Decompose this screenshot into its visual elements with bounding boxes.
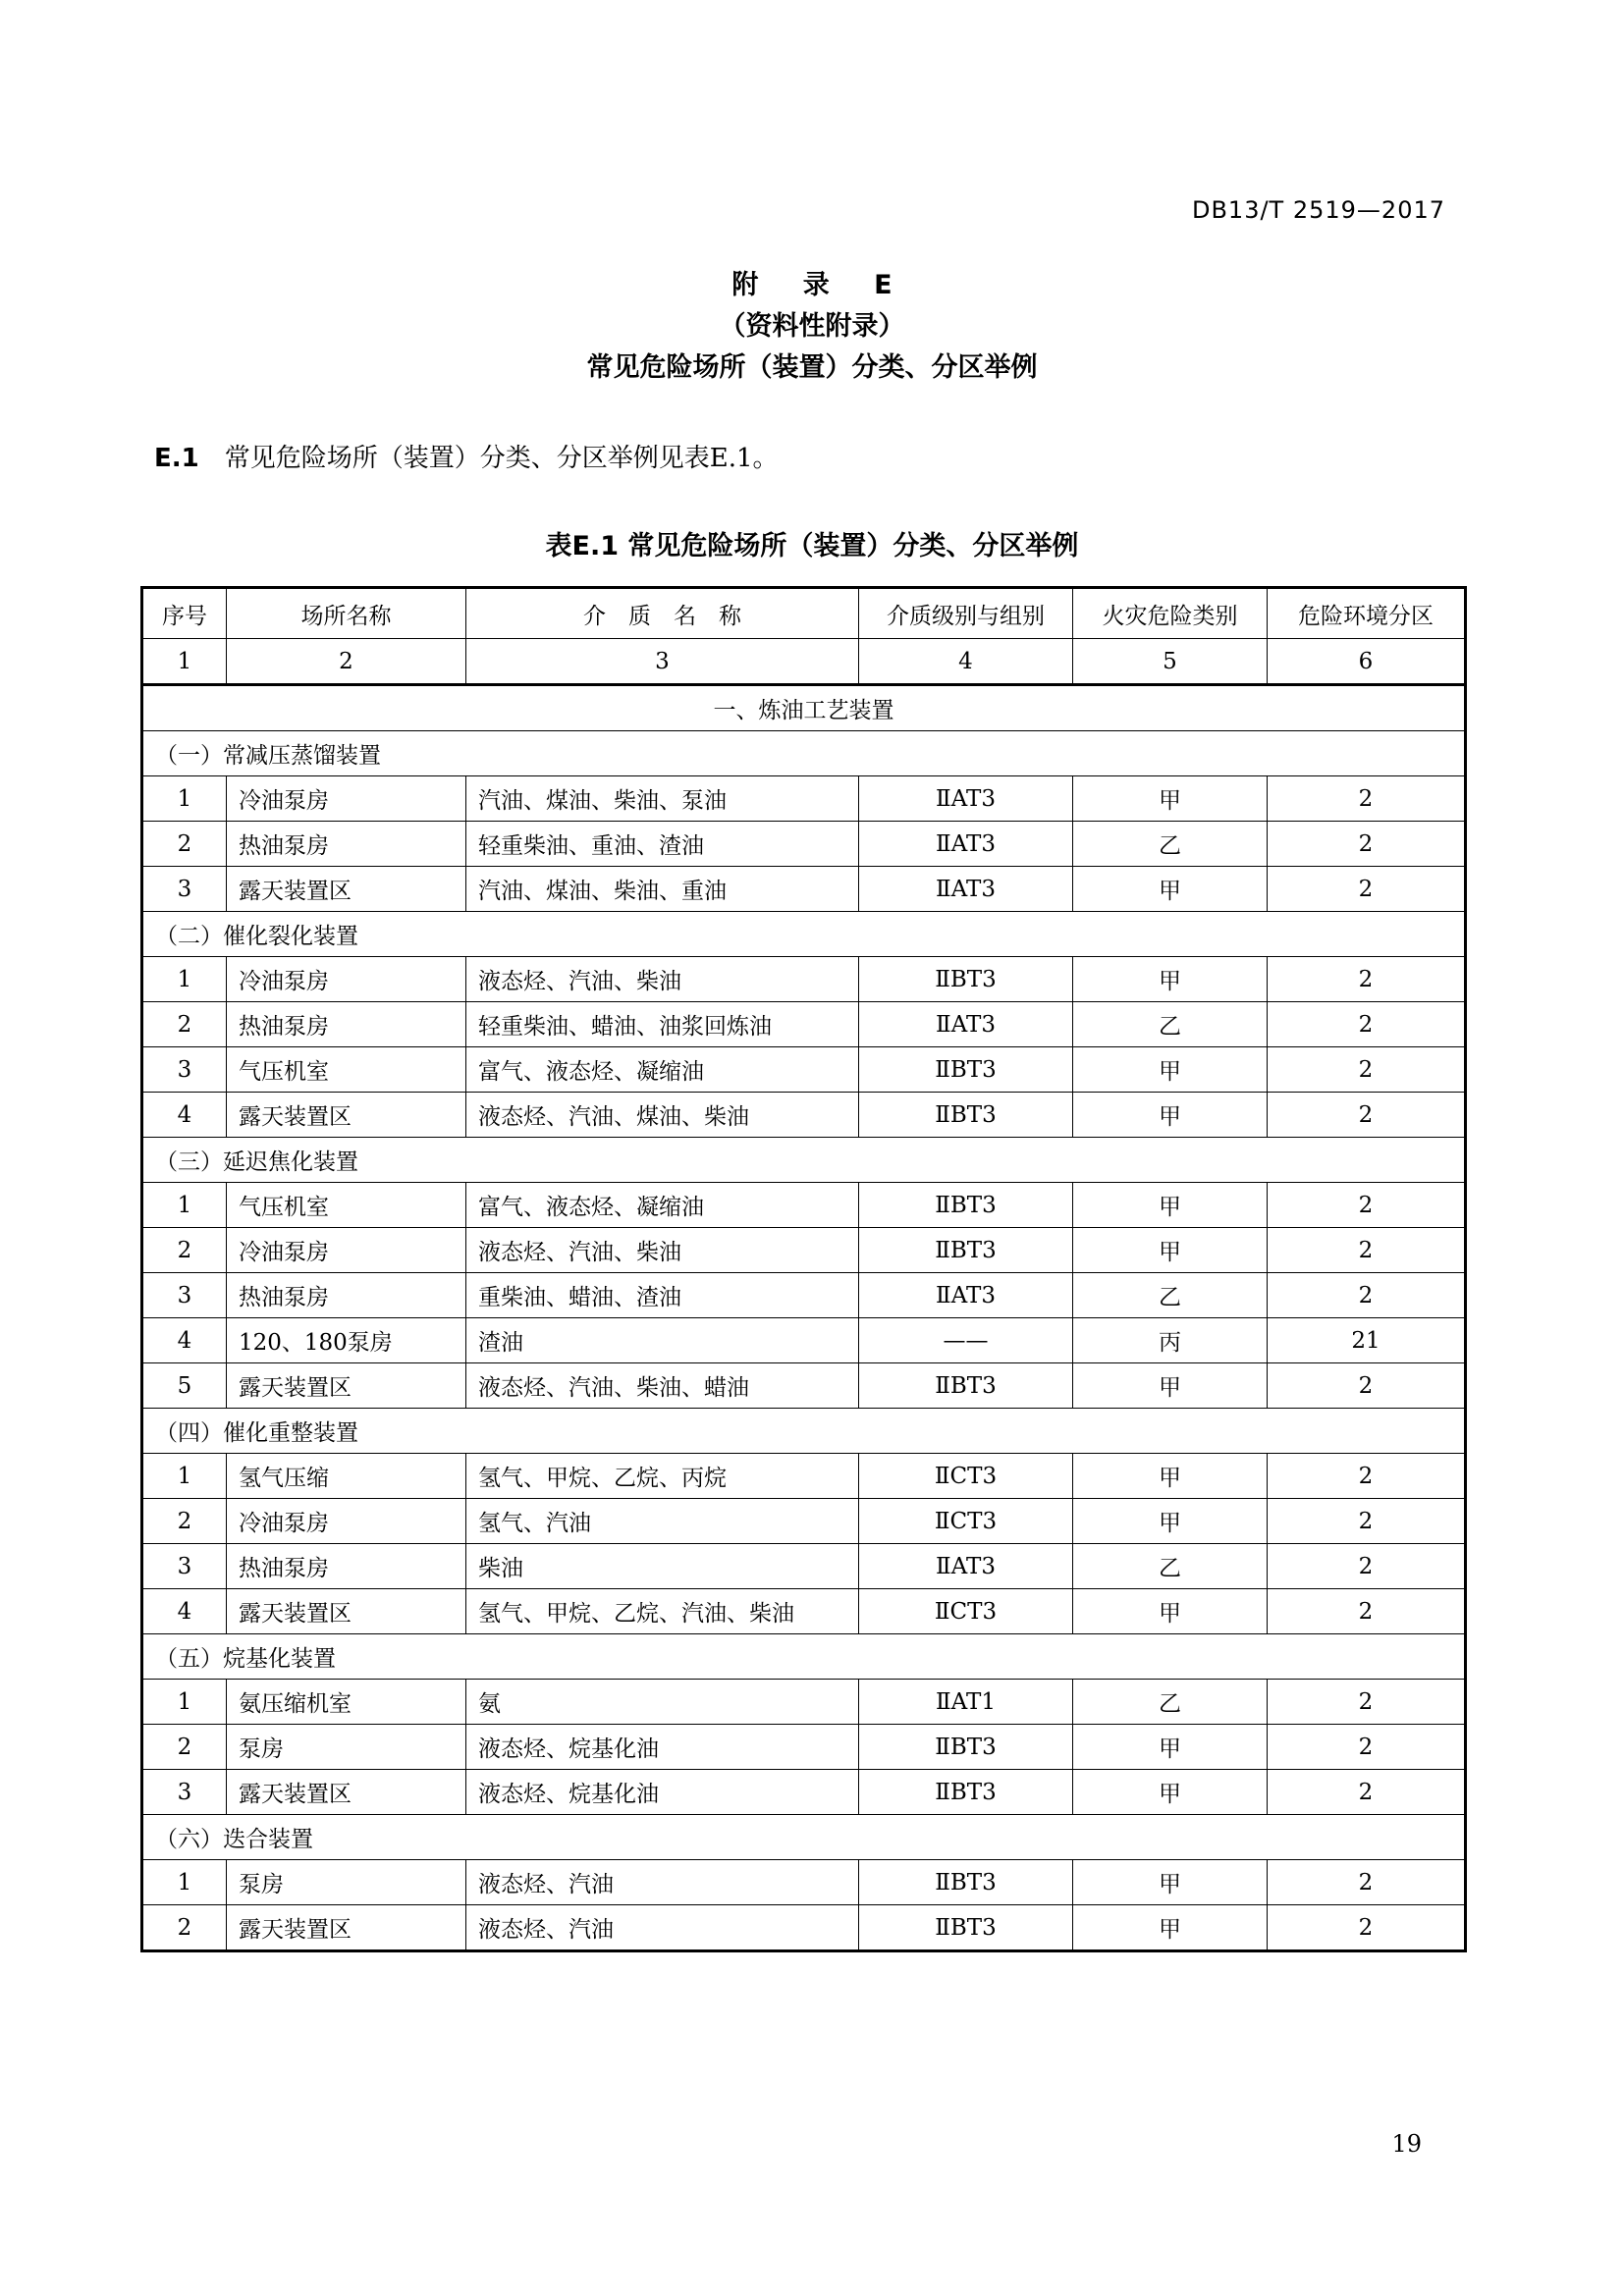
medium-grade: ⅡAT3: [859, 822, 1073, 867]
row-index: 1: [142, 1454, 227, 1499]
medium-name: 汽油、煤油、柴油、泵油: [466, 776, 859, 822]
hazard-zone: 2: [1268, 1363, 1466, 1409]
hazard-zone: 2: [1268, 1228, 1466, 1273]
medium-grade: ⅡCT3: [859, 1589, 1073, 1634]
table-row: [142, 1680, 1466, 1725]
hazard-zone: 2: [1268, 867, 1466, 912]
table-row: [142, 1589, 1466, 1634]
medium-name: 富气、液态烃、凝缩油: [466, 1183, 859, 1228]
section-title: （六）迭合装置: [142, 1815, 1466, 1860]
category-row: [142, 685, 1466, 731]
medium-name: 轻重柴油、重油、渣油: [466, 822, 859, 867]
table-row: [142, 822, 1466, 867]
hazard-zone: 2: [1268, 1273, 1466, 1318]
place-name: 露天装置区: [227, 867, 466, 912]
medium-name: 轻重柴油、蜡油、油浆回炼油: [466, 1002, 859, 1047]
medium-grade: ⅡBT3: [859, 1725, 1073, 1770]
fire-hazard-class: 甲: [1073, 1183, 1268, 1228]
place-name: 冷油泵房: [227, 776, 466, 822]
table-row: [142, 1499, 1466, 1544]
hazard-zone: 2: [1268, 1860, 1466, 1905]
medium-grade: ⅡAT3: [859, 1544, 1073, 1589]
row-index: 1: [142, 1680, 227, 1725]
table-row: [142, 1860, 1466, 1905]
row-index: 4: [142, 1093, 227, 1138]
fire-hazard-class: 乙: [1073, 1002, 1268, 1047]
row-index: 3: [142, 1273, 227, 1318]
table-row: [142, 867, 1466, 912]
table-row: [142, 1363, 1466, 1409]
medium-grade: ⅡBT3: [859, 1228, 1073, 1273]
row-index: 3: [142, 1544, 227, 1589]
hazard-zone: 2: [1268, 1544, 1466, 1589]
medium-grade: ⅡBT3: [859, 1770, 1073, 1815]
medium-grade: ⅡBT3: [859, 1093, 1073, 1138]
table-row: [142, 1454, 1466, 1499]
section-row: [142, 1634, 1466, 1680]
medium-grade: ⅡBT3: [859, 1047, 1073, 1093]
row-index: 2: [142, 1905, 227, 1951]
place-name: 露天装置区: [227, 1363, 466, 1409]
medium-name: 液态烃、汽油: [466, 1860, 859, 1905]
place-name: 露天装置区: [227, 1093, 466, 1138]
row-index: 5: [142, 1363, 227, 1409]
section-title: （三）延迟焦化装置: [142, 1138, 1466, 1183]
row-index: 2: [142, 1499, 227, 1544]
place-name: 气压机室: [227, 1183, 466, 1228]
hazard-zone: 2: [1268, 1499, 1466, 1544]
fire-hazard-class: 甲: [1073, 1905, 1268, 1951]
medium-name: 氢气、甲烷、乙烷、汽油、柴油: [466, 1589, 859, 1634]
hazard-classification-table: [140, 586, 1467, 1952]
table-body: [142, 685, 1466, 1951]
fire-hazard-class: 甲: [1073, 1047, 1268, 1093]
section-title: （二）催化裂化装置: [142, 912, 1466, 957]
hazard-zone: 2: [1268, 1183, 1466, 1228]
page-number: 19: [1391, 2130, 1422, 2158]
section-title: （五）烷基化装置: [142, 1634, 1466, 1680]
header-cell: 危险环境分区: [1268, 588, 1466, 639]
row-index: 3: [142, 867, 227, 912]
appendix-subtitle: （资料性附录）: [719, 311, 905, 342]
medium-grade: ⅡBT3: [859, 1363, 1073, 1409]
fire-hazard-class: 甲: [1073, 1770, 1268, 1815]
medium-name: 液态烃、汽油、柴油: [466, 1228, 859, 1273]
header-cell: 火灾危险类别: [1073, 588, 1268, 639]
row-index: 2: [142, 1228, 227, 1273]
place-name: 泵房: [227, 1860, 466, 1905]
medium-name: 柴油: [466, 1544, 859, 1589]
place-name: 氢气压缩: [227, 1454, 466, 1499]
table-header-row: [142, 588, 1466, 639]
clause-number: E.1: [154, 444, 199, 473]
intro-paragraph: [154, 438, 779, 474]
medium-name: 液态烃、汽油、煤油、柴油: [466, 1093, 859, 1138]
fire-hazard-class: 甲: [1073, 957, 1268, 1002]
hazard-zone: 2: [1268, 1454, 1466, 1499]
table-row: [142, 776, 1466, 822]
row-index: 4: [142, 1589, 227, 1634]
row-index: 1: [142, 1183, 227, 1228]
fire-hazard-class: 甲: [1073, 1589, 1268, 1634]
medium-grade: ⅡBT3: [859, 957, 1073, 1002]
fire-hazard-class: 丙: [1073, 1318, 1268, 1363]
hazard-zone: 2: [1268, 1589, 1466, 1634]
column-number: 6: [1268, 639, 1466, 685]
column-number-row: [142, 639, 1466, 685]
medium-name: 液态烃、烷基化油: [466, 1725, 859, 1770]
table-row: [142, 1093, 1466, 1138]
fire-hazard-class: 甲: [1073, 1499, 1268, 1544]
fire-hazard-class: 甲: [1073, 1363, 1268, 1409]
place-name: 热油泵房: [227, 1544, 466, 1589]
medium-grade: ——: [859, 1318, 1073, 1363]
medium-name: 氨: [466, 1680, 859, 1725]
category-cell: 一、炼油工艺装置: [142, 685, 1466, 731]
table-row: [142, 1905, 1466, 1951]
row-index: 2: [142, 1725, 227, 1770]
hazard-zone: 2: [1268, 957, 1466, 1002]
column-number: 5: [1073, 639, 1268, 685]
place-name: 120、180泵房: [227, 1318, 466, 1363]
section-row: [142, 1815, 1466, 1860]
row-index: 3: [142, 1047, 227, 1093]
appendix-title-block: [0, 265, 1624, 389]
row-index: 2: [142, 1002, 227, 1047]
table-row: [142, 1770, 1466, 1815]
appendix-heading: 常见危险场所（装置）分类、分区举例: [586, 352, 1038, 383]
hazard-zone: 2: [1268, 1725, 1466, 1770]
table-row: [142, 1002, 1466, 1047]
place-name: 露天装置区: [227, 1770, 466, 1815]
place-name: 冷油泵房: [227, 1228, 466, 1273]
column-number: 3: [466, 639, 859, 685]
medium-grade: ⅡBT3: [859, 1183, 1073, 1228]
row-index: 3: [142, 1770, 227, 1815]
row-index: 2: [142, 822, 227, 867]
header-cell: 序号: [142, 588, 227, 639]
medium-grade: ⅡAT3: [859, 776, 1073, 822]
clause-text: 常见危险场所（装置）分类、分区举例见表E.1。: [224, 444, 779, 473]
place-name: 冷油泵房: [227, 1499, 466, 1544]
table-row: [142, 1318, 1466, 1363]
hazard-zone: 2: [1268, 1680, 1466, 1725]
place-name: 露天装置区: [227, 1589, 466, 1634]
hazard-zone: 2: [1268, 1093, 1466, 1138]
table-row: [142, 1047, 1466, 1093]
hazard-zone: 2: [1268, 1047, 1466, 1093]
medium-grade: ⅡCT3: [859, 1499, 1073, 1544]
header-cell: 介 质 名 称: [466, 588, 859, 639]
medium-grade: ⅡAT3: [859, 1002, 1073, 1047]
section-row: [142, 912, 1466, 957]
medium-name: 液态烃、汽油: [466, 1905, 859, 1951]
hazard-zone: 2: [1268, 822, 1466, 867]
table-row: [142, 1544, 1466, 1589]
medium-grade: ⅡAT3: [859, 867, 1073, 912]
medium-grade: ⅡBT3: [859, 1905, 1073, 1951]
medium-name: 汽油、煤油、柴油、重油: [466, 867, 859, 912]
fire-hazard-class: 甲: [1073, 1454, 1268, 1499]
section-title: （一）常减压蒸馏装置: [142, 731, 1466, 776]
table-row: [142, 1725, 1466, 1770]
medium-grade: ⅡAT1: [859, 1680, 1073, 1725]
header-cell: 场所名称: [227, 588, 466, 639]
medium-name: 液态烃、烷基化油: [466, 1770, 859, 1815]
place-name: 气压机室: [227, 1047, 466, 1093]
place-name: 露天装置区: [227, 1905, 466, 1951]
medium-name: 液态烃、汽油、柴油、蜡油: [466, 1363, 859, 1409]
fire-hazard-class: 甲: [1073, 1725, 1268, 1770]
row-index: 1: [142, 1860, 227, 1905]
column-number: 1: [142, 639, 227, 685]
medium-grade: ⅡBT3: [859, 1860, 1073, 1905]
medium-name: 渣油: [466, 1318, 859, 1363]
place-name: 泵房: [227, 1725, 466, 1770]
table-row: [142, 1273, 1466, 1318]
fire-hazard-class: 甲: [1073, 867, 1268, 912]
column-number: 4: [859, 639, 1073, 685]
hazard-zone: 21: [1268, 1318, 1466, 1363]
fire-hazard-class: 甲: [1073, 1228, 1268, 1273]
appendix-title: 附 录 E: [731, 270, 910, 300]
fire-hazard-class: 甲: [1073, 776, 1268, 822]
medium-grade: ⅡCT3: [859, 1454, 1073, 1499]
medium-name: 氢气、汽油: [466, 1499, 859, 1544]
fire-hazard-class: 乙: [1073, 1273, 1268, 1318]
table-row: [142, 957, 1466, 1002]
section-row: [142, 1138, 1466, 1183]
row-index: 1: [142, 776, 227, 822]
place-name: 热油泵房: [227, 1273, 466, 1318]
table-row: [142, 1183, 1466, 1228]
place-name: 氨压缩机室: [227, 1680, 466, 1725]
fire-hazard-class: 甲: [1073, 1093, 1268, 1138]
hazard-zone: 2: [1268, 1905, 1466, 1951]
table-title: 表E.1 常见危险场所（装置）分类、分区举例: [545, 531, 1079, 561]
place-name: 热油泵房: [227, 1002, 466, 1047]
place-name: 冷油泵房: [227, 957, 466, 1002]
fire-hazard-class: 乙: [1073, 822, 1268, 867]
section-title: （四）催化重整装置: [142, 1409, 1466, 1454]
place-name: 热油泵房: [227, 822, 466, 867]
medium-name: 氢气、甲烷、乙烷、丙烷: [466, 1454, 859, 1499]
row-index: 4: [142, 1318, 227, 1363]
fire-hazard-class: 乙: [1073, 1680, 1268, 1725]
header-cell: 介质级别与组别: [859, 588, 1073, 639]
fire-hazard-class: 乙: [1073, 1544, 1268, 1589]
hazard-zone: 2: [1268, 1770, 1466, 1815]
table-row: [142, 1228, 1466, 1273]
hazard-zone: 2: [1268, 776, 1466, 822]
standard-code: DB13/T 2519—2017: [1191, 196, 1445, 224]
medium-name: 富气、液态烃、凝缩油: [466, 1047, 859, 1093]
medium-grade: ⅡAT3: [859, 1273, 1073, 1318]
hazard-zone: 2: [1268, 1002, 1466, 1047]
section-row: [142, 1409, 1466, 1454]
medium-name: 液态烃、汽油、柴油: [466, 957, 859, 1002]
fire-hazard-class: 甲: [1073, 1860, 1268, 1905]
section-row: [142, 731, 1466, 776]
medium-name: 重柴油、蜡油、渣油: [466, 1273, 859, 1318]
row-index: 1: [142, 957, 227, 1002]
column-number: 2: [227, 639, 466, 685]
